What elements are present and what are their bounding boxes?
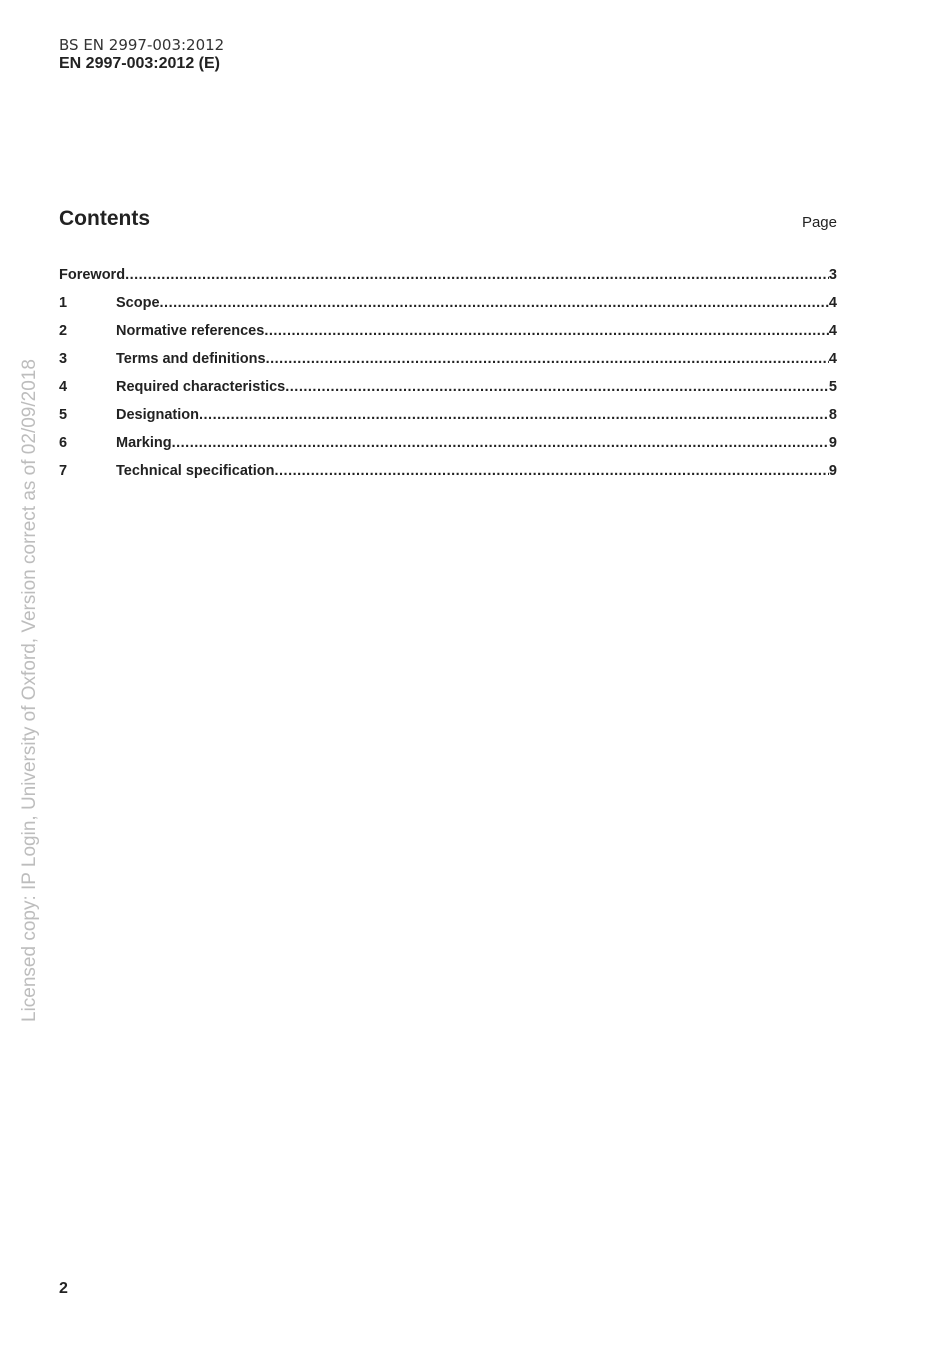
toc-entry-page: 4 (828, 351, 837, 367)
toc-entry-terms-and-definitions[interactable] (59, 351, 837, 379)
toc-entry-scope[interactable] (59, 295, 837, 323)
toc-entry-designation[interactable] (59, 407, 837, 435)
toc-entry-page: 9 (828, 435, 837, 451)
toc-entry-technical-specification[interactable] (59, 463, 837, 491)
toc-leader-dots (199, 407, 829, 423)
page-number: 2 (59, 1280, 68, 1297)
toc-leader-dots (274, 463, 828, 479)
standard-id-bs: BS EN 2997-003:2012 (59, 36, 225, 54)
toc-leader-dots (285, 379, 829, 395)
toc-entry-page: 8 (828, 407, 837, 423)
toc-entry-number: 3 (59, 351, 68, 367)
toc-entry-label: Foreword (59, 267, 126, 283)
toc-leader-dots (266, 351, 829, 367)
toc-entry-number: 4 (59, 379, 68, 395)
toc-entry-page: 5 (828, 379, 837, 395)
toc-leader-dots (264, 323, 829, 339)
toc-entry-normative-references[interactable] (59, 323, 837, 351)
toc-leader-dots (172, 435, 829, 451)
toc-entry-page: 4 (828, 323, 837, 339)
toc-entry-page: 3 (828, 267, 837, 283)
toc-entry-label: Technical specification (116, 463, 275, 479)
toc-entry-page: 9 (828, 463, 837, 479)
toc-leader-dots (160, 295, 829, 311)
standard-id-en: EN 2997-003:2012 (E) (59, 55, 220, 72)
page-column-label: Page (801, 214, 837, 231)
license-watermark: Licensed copy: IP Login, University of Oxford, Version correct as of 02/09/2018 (19, 359, 40, 1022)
toc-entry-foreword[interactable] (59, 267, 837, 295)
toc-entry-required-characteristics[interactable] (59, 379, 837, 407)
toc-entry-label: Designation (116, 407, 199, 423)
toc-entry-number: 7 (59, 463, 68, 479)
toc-entry-page: 4 (828, 295, 837, 311)
toc-entry-label: Marking (116, 435, 172, 451)
toc-entry-number: 1 (59, 295, 68, 311)
toc-entry-label: Normative references (116, 323, 265, 339)
toc-entry-number: 5 (59, 407, 68, 423)
toc-entry-marking[interactable] (59, 435, 837, 463)
toc-entry-label: Terms and definitions (116, 351, 266, 367)
toc-leader-dots (125, 267, 829, 283)
table-of-contents (59, 267, 837, 491)
toc-entry-label: Scope (116, 295, 160, 311)
toc-entry-number: 2 (59, 323, 68, 339)
toc-entry-label: Required characteristics (116, 379, 286, 395)
contents-title: Contents (59, 207, 150, 230)
toc-entry-number: 6 (59, 435, 68, 451)
